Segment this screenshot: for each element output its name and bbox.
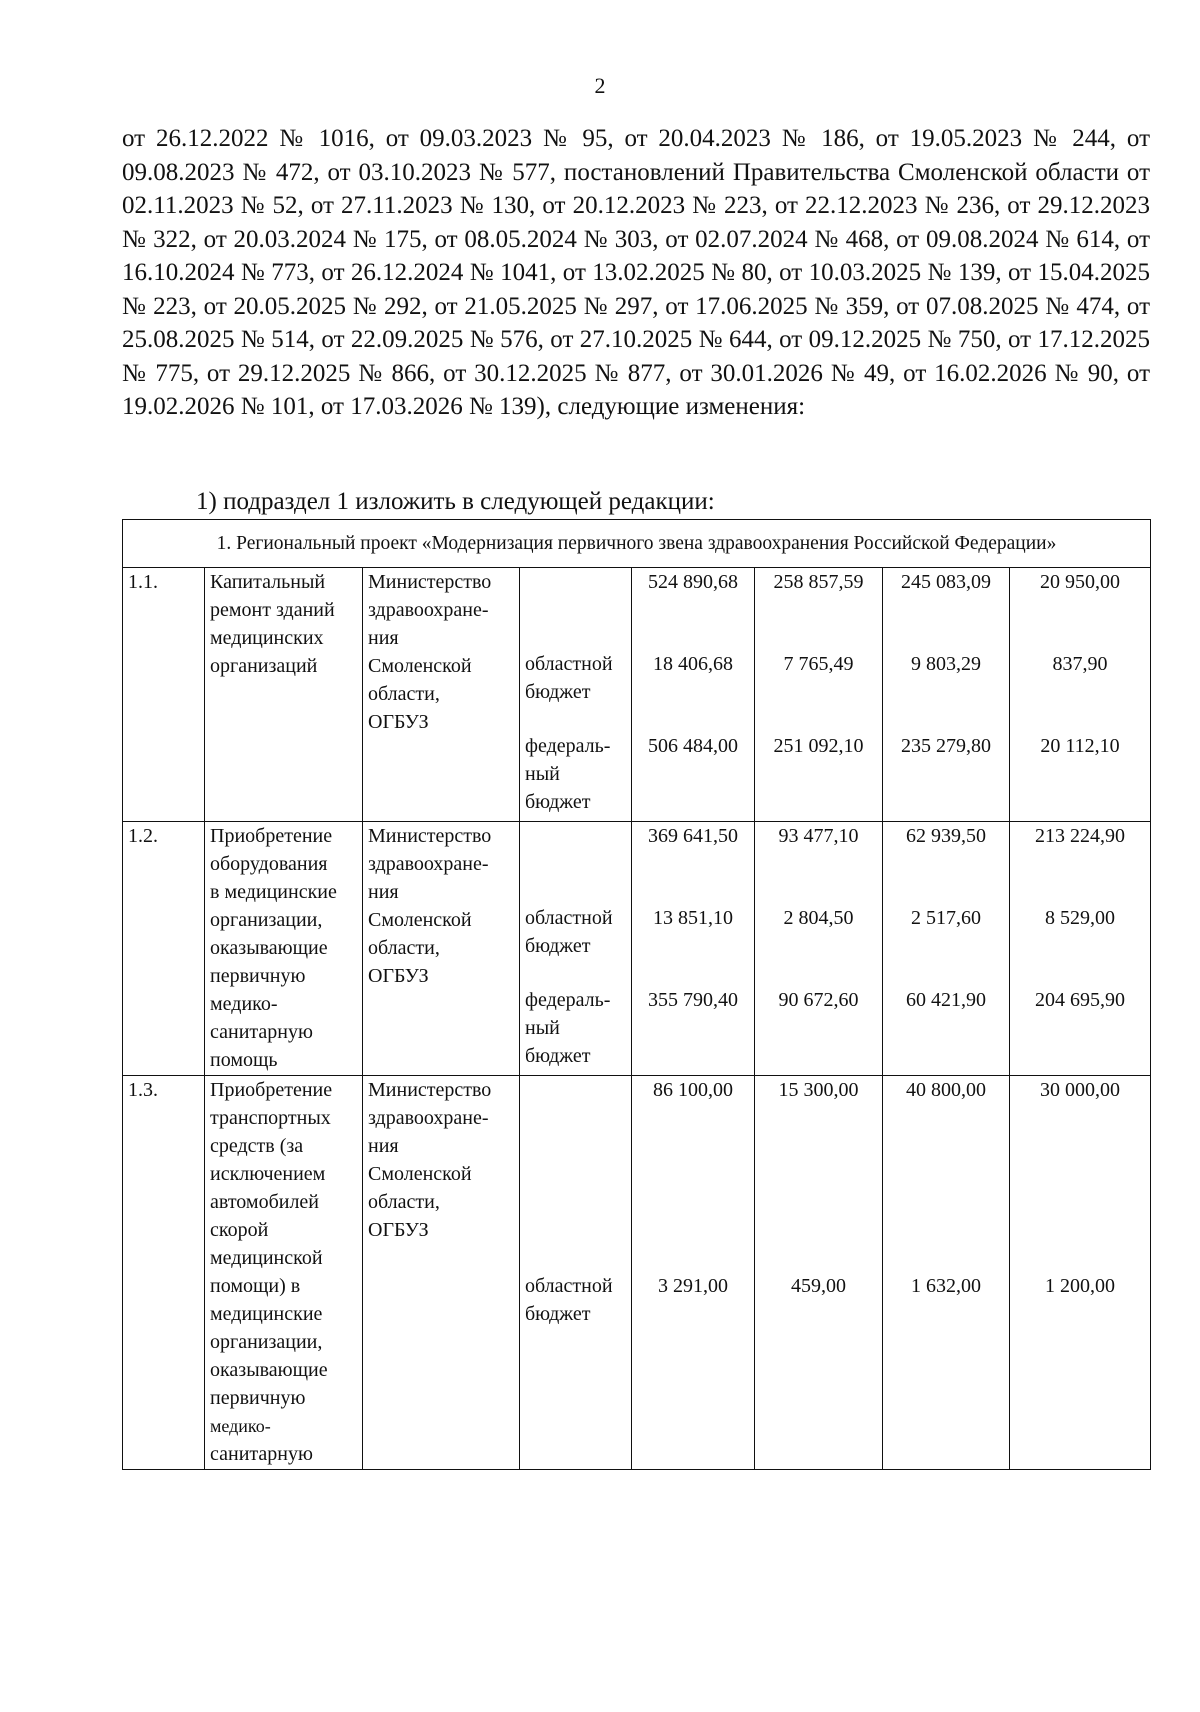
amount-year-3: 213 224,90 8 529,00 204 695,90 xyxy=(1010,822,1151,1076)
page-number: 2 xyxy=(594,73,606,98)
amount-total: 86 100,00 3 291,00 xyxy=(632,1076,755,1470)
funding-source: областной бюджет федераль- ный бюджет xyxy=(520,822,632,1076)
intro-paragraph: от 26.12.2022 № 1016, от 09.03.2023 № 95, от 20.04.2023 № 186, от 19.05.2023 № 244, от 09.08.2023 № 472, от 03.10.2023 № 577, постановлений Правительства Смоленской области от 02.11.2023 № 52, от 27.11.2023 № 130, от 20.12.2023 № 223, от 22.12.2023 № 236, от 29.12.2023 № 322, от 20.03.2024 № 175, от 08.05.2024 № 303, от 02.07.2024 № 468, от 09.08.2024 № 614, от 16.10.2024 № 773, от 26.12.2024 № 1041, от 13.02.2025 № 80, от 10.03.2025 № 139, от 15.04.2025 № 223, от 20.05.2025 № 292, от 21.05.2025 № 297, от 17.06.2025 № 359, от 07.08.2025 № 474, от 25.08.2025 № 514, от 22.09.2025 № 576, от 27.10.2025 № 644, от 09.12.2025 № 750, от 17.12.2025 № 775, от 29.12.2025 № 866, от 30.12.2025 № 877, от 30.01.2026 № 49, от 16.02.2026 № 90, от 19.02.2026 № 101, от 17.03.2026 № 139), следующие изменения: xyxy=(122,125,1150,420)
funding-source: областной бюджет xyxy=(520,1076,632,1470)
amount-year-1: 15 300,00 459,00 xyxy=(755,1076,883,1470)
amount-total: 369 641,50 13 851,10 355 790,40 xyxy=(632,822,755,1076)
item-name: Приобретение транспортных средств (за исключением автомобилей скорой медицинской помощи) в медицинские организации, оказывающие первичную медико- санитарную xyxy=(205,1076,363,1470)
executor: Министерство здравоохране- ния Смоленской области, ОГБУЗ xyxy=(363,1076,520,1470)
item-name: Капитальный ремонт зданий медицинских организаций xyxy=(205,568,363,822)
amount-year-1: 258 857,59 7 765,49 251 092,10 xyxy=(755,568,883,822)
executor: Министерство здравоохране- ния Смоленской области, ОГБУЗ xyxy=(363,822,520,1076)
item-name: Приобретение оборудования в медицинские организации, оказывающие первичную медико- санитарную помощь xyxy=(205,822,363,1076)
amount-year-2: 245 083,09 9 803,29 235 279,80 xyxy=(883,568,1010,822)
row-number: 1.2. xyxy=(123,822,205,1076)
executor: Министерство здравоохране- ния Смоленской области, ОГБУЗ xyxy=(363,568,520,822)
row-number: 1.1. xyxy=(123,568,205,822)
financing-table xyxy=(122,519,1151,1470)
table-header-row xyxy=(123,520,1151,568)
amount-year-3: 30 000,00 1 200,00 xyxy=(1010,1076,1151,1470)
funding-source: областной бюджет федераль- ный бюджет xyxy=(520,568,632,822)
amount-year-3: 20 950,00 837,90 20 112,10 xyxy=(1010,568,1151,822)
amount-year-2: 62 939,50 2 517,60 60 421,90 xyxy=(883,822,1010,1076)
project-title: 1. Региональный проект «Модернизация первичного звена здравоохранения Российской Федерации» xyxy=(123,520,1151,568)
table-row xyxy=(123,568,1151,822)
table-row xyxy=(123,822,1151,1076)
amount-year-1: 93 477,10 2 804,50 90 672,60 xyxy=(755,822,883,1076)
table-row xyxy=(123,1076,1151,1470)
amount-year-2: 40 800,00 1 632,00 xyxy=(883,1076,1010,1470)
row-number: 1.3. xyxy=(123,1076,205,1470)
instruction-text: 1) подраздел 1 изложить в следующей редакции: xyxy=(196,488,715,515)
amount-total: 524 890,68 18 406,68 506 484,00 xyxy=(632,568,755,822)
